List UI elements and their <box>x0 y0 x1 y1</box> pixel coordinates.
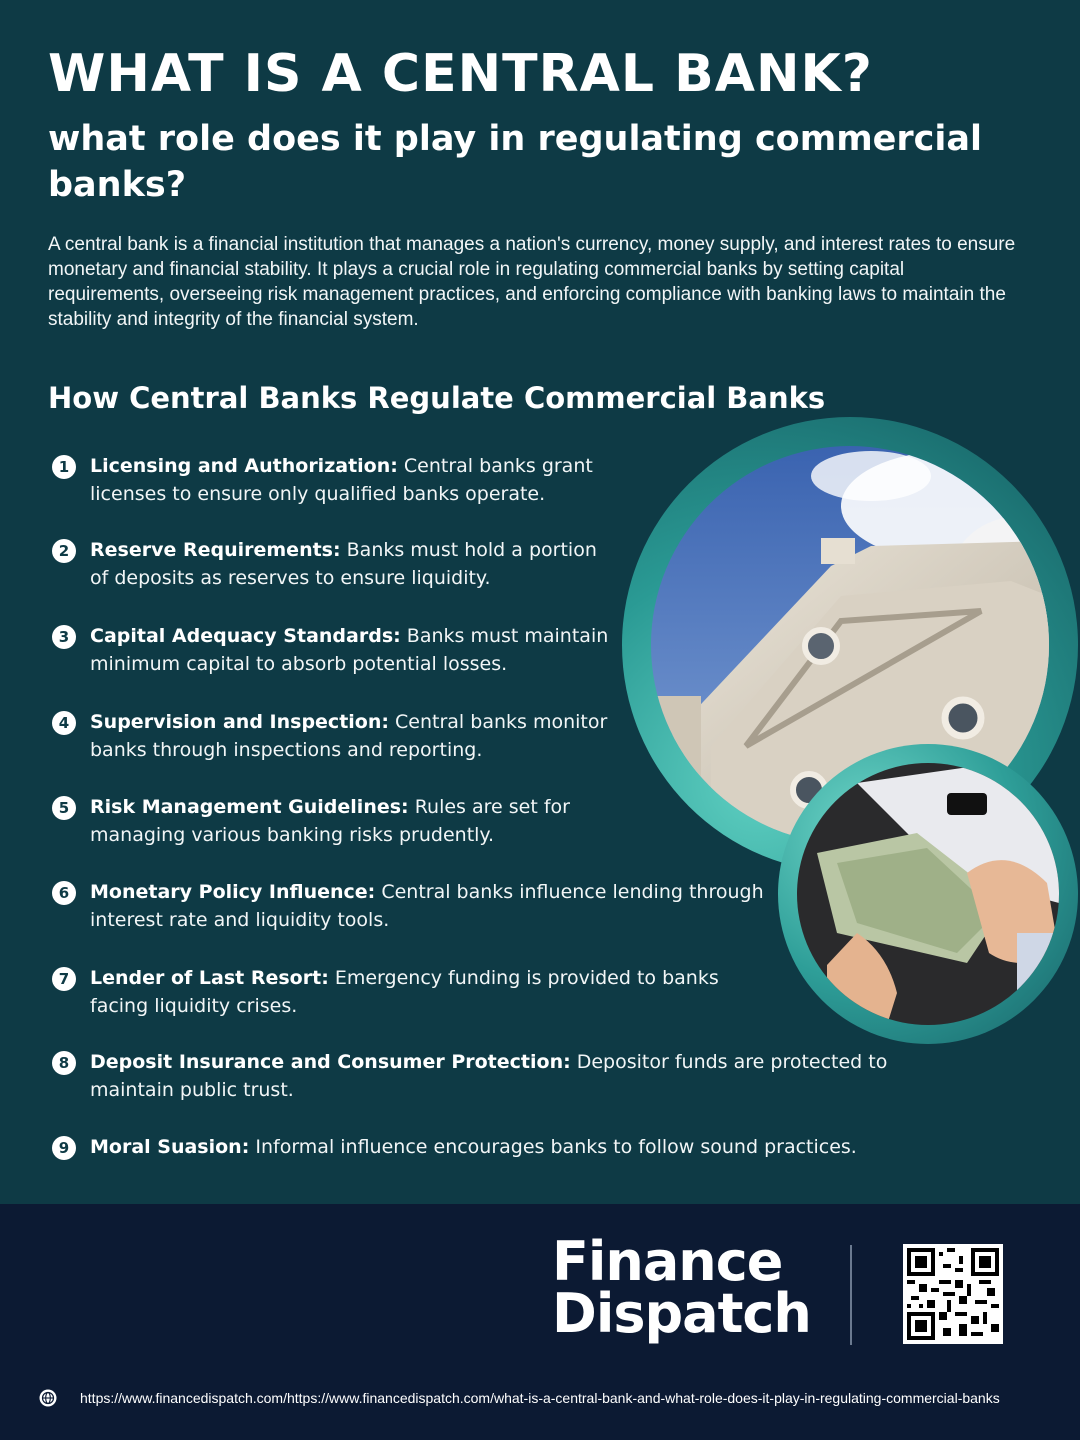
list-item <box>52 708 612 764</box>
list-item-desc: Central banks grant licenses to ensure only qualified banks operate. <box>90 455 593 505</box>
page-subtitle: what role does it play in regulating commercial banks? <box>48 119 983 205</box>
list-item-text <box>90 793 652 849</box>
list-item-text <box>90 536 612 592</box>
list-item-title: Capital Adequacy Standards: <box>90 625 401 647</box>
list-item-text <box>90 1048 892 1104</box>
list-item-text <box>90 878 772 934</box>
list-item-text <box>90 622 612 678</box>
number-badge: 4 <box>52 711 76 735</box>
list-item-desc: Central banks monitor banks through inspections and reporting. <box>90 711 608 761</box>
logo-line-2: Dispatch <box>552 1282 811 1345</box>
number-badge: 5 <box>52 796 76 820</box>
list-item-title: Deposit Insurance and Consumer Protection: <box>90 1051 571 1073</box>
number-badge: 2 <box>52 539 76 563</box>
section-heading: How Central Banks Regulate Commercial Banks <box>48 381 826 415</box>
intro-paragraph: A central bank is a financial institution that manages a nation's currency, money supply, and interest rates to ensure monetary and financial stability. It plays a crucial role in regulating commercial banks by setting capital requirements, overseeing risk management practices, and enforcing compliance with banking laws to maintain the stability and integrity of the financial system. <box>48 234 1016 330</box>
number-badge: 6 <box>52 881 76 905</box>
list-item-desc: Central banks influence lending through interest rate and liquidity tools. <box>90 881 764 931</box>
list-item <box>52 1133 932 1161</box>
list-item-title: Moral Suasion: <box>90 1136 250 1158</box>
number-badge: 8 <box>52 1051 76 1075</box>
hands-counting-money-photo <box>797 763 1059 1025</box>
list-item-text <box>90 964 772 1020</box>
list-item <box>52 1048 892 1104</box>
list-item <box>52 793 652 849</box>
qr-code[interactable] <box>903 1244 1003 1344</box>
logo-line-1: Finance <box>552 1230 783 1293</box>
list-item <box>52 536 612 592</box>
number-badge: 7 <box>52 967 76 991</box>
list-item-title: Supervision and Inspection: <box>90 711 389 733</box>
footer-divider <box>850 1245 852 1345</box>
number-badge: 1 <box>52 455 76 479</box>
number-badge: 9 <box>52 1136 76 1160</box>
number-badge: 3 <box>52 625 76 649</box>
finance-dispatch-logo[interactable] <box>552 1230 811 1345</box>
list-item-title: Monetary Policy Influence: <box>90 881 376 903</box>
list-item-text <box>90 1133 857 1161</box>
list-item <box>52 878 772 934</box>
list-item <box>52 452 662 508</box>
list-item-text <box>90 708 612 764</box>
list-item-desc: Depositor funds are protected to maintain public trust. <box>90 1051 888 1101</box>
list-item-desc: Emergency funding is provided to banks facing liquidity crises. <box>90 967 719 1017</box>
list-item-desc: Banks must hold a portion of deposits as reserves to ensure liquidity. <box>90 539 597 589</box>
list-item <box>52 622 612 678</box>
globe-icon <box>39 1389 57 1407</box>
list-item-title: Reserve Requirements: <box>90 539 341 561</box>
source-url-link[interactable]: https://www.financedispatch.com/https://www.financedispatch.com/what-is-a-central-bank-and-what-role-does-it-play-in-regulating-commercial-banks <box>80 1390 1000 1406</box>
list-item-title: Risk Management Guidelines: <box>90 796 409 818</box>
list-item-desc: Rules are set for managing various banking risks prudently. <box>90 796 570 846</box>
page-title: WHAT IS A CENTRAL BANK? <box>48 44 873 104</box>
list-item-text <box>90 452 662 508</box>
list-item-title: Licensing and Authorization: <box>90 455 398 477</box>
list-item <box>52 964 772 1020</box>
list-item-title: Lender of Last Resort: <box>90 967 329 989</box>
list-item-desc: Informal influence encourages banks to follow sound practices. <box>255 1136 857 1158</box>
list-item-desc: Banks must maintain minimum capital to absorb potential losses. <box>90 625 609 675</box>
